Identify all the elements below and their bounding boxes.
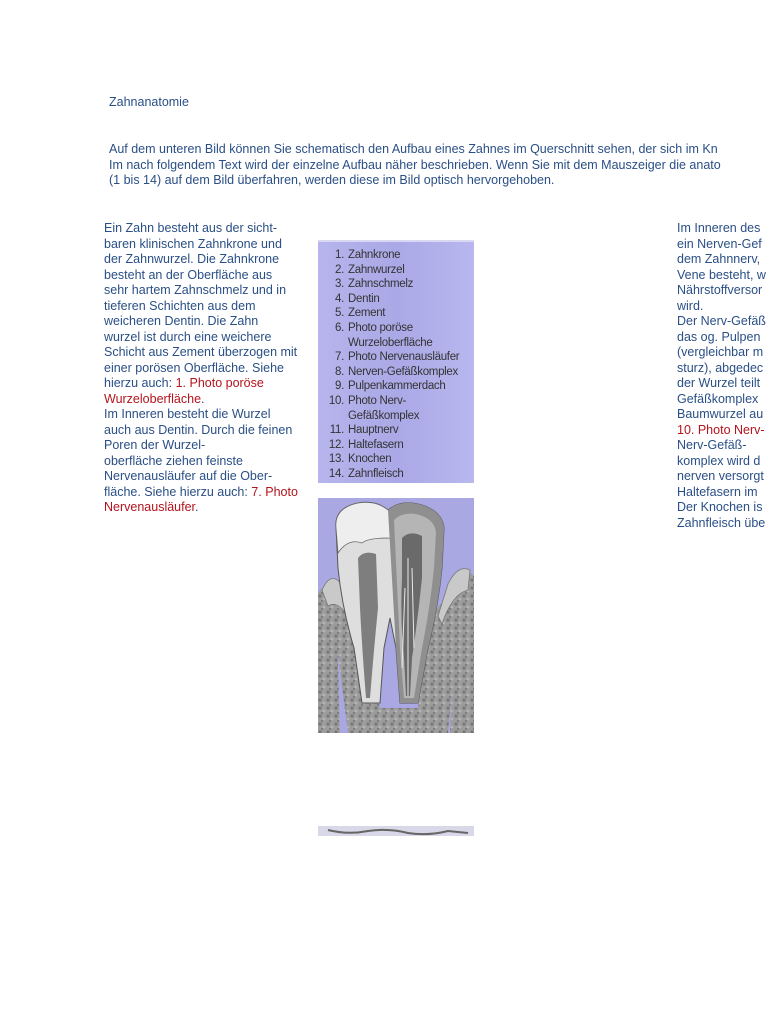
text-line [104, 376, 320, 392]
legend-number: 7. [335, 351, 344, 364]
link-photo-nervenauslaeufer[interactable]: 7. Photo [251, 484, 298, 499]
legend-item[interactable] [318, 263, 474, 278]
link-photo-nerv-gefaesskomplex[interactable]: 10. Photo Nerv- [677, 422, 765, 437]
text-line: der Zahnwurzel. Die Zahnkrone [104, 252, 280, 266]
legend-label: Pulpenkammerdach [348, 380, 446, 393]
legend-item[interactable] [318, 321, 474, 336]
legend-item[interactable] [318, 248, 474, 263]
text-line: Vene besteht, w [677, 267, 766, 282]
text-line: Ein Zahn besteht aus der sicht- [104, 221, 278, 235]
legend-label: Zahnwurzel [348, 263, 405, 276]
text-fragment: fläche. Siehe hierzu auch: [104, 484, 252, 499]
legend-item[interactable] [318, 277, 474, 292]
text-line: Zahnfleisch übe [677, 515, 766, 530]
text-line: weicheren Dentin. Die Zahn [104, 314, 259, 328]
legend-label: Dentin [348, 292, 380, 305]
text-line: Nerv-Gefäß- [677, 438, 747, 452]
tooth-illustration [318, 498, 474, 733]
text-line: komplex wird d [677, 453, 761, 468]
text-line: Haltefasern im [677, 484, 758, 499]
text-line: sturz), abgedec [677, 360, 764, 375]
text-line: oberfläche ziehen feinste [104, 453, 243, 468]
text-line [104, 500, 320, 516]
legend-item[interactable] [318, 306, 474, 321]
legend-label: Zahnfleisch [348, 467, 404, 480]
legend-item[interactable] [318, 394, 474, 409]
legend-item[interactable] [318, 467, 474, 482]
text-line: Baumwurzel au [677, 407, 764, 421]
page-title: Zahnanatomie [109, 95, 189, 109]
legend-label-cont: Wurzeloberfläche [348, 336, 433, 349]
link-photo-poroese[interactable]: 1. Photo poröse [175, 376, 264, 390]
text-line: wird. [677, 298, 704, 313]
legend-number: 1. [335, 249, 344, 261]
legend-label: Zement [348, 307, 386, 320]
legend-label: Haltefasern [348, 438, 404, 451]
legend-number: 11. [329, 424, 344, 437]
text-line: Gefäßkomplex [677, 391, 759, 406]
image-strip-graphic [318, 827, 474, 836]
legend-number: 13. [328, 453, 344, 466]
legend-item[interactable] [318, 350, 474, 365]
legend-label: Photo poröse [348, 321, 413, 334]
text-line: einer porösen Oberfläche. Siehe [104, 360, 284, 375]
text-line: Der Knochen is [677, 500, 763, 514]
left-text-column [104, 221, 320, 516]
legend-label: Hauptnerv [348, 424, 399, 437]
text-line [104, 392, 320, 408]
intro-line: Auf dem unteren Bild können Sie schematisch den Aufbau eines Zahnes im Querschnitt sehen, der sich im Kn [109, 142, 718, 156]
intro-paragraph [109, 142, 768, 189]
image-strip [318, 826, 474, 836]
right-text-column [677, 221, 768, 531]
text-line: tieferen Schichten aus dem [104, 298, 256, 313]
text-line: Nervenausläufer auf die Ober- [104, 469, 273, 483]
text-line: sehr hartem Zahnschmelz und in [104, 283, 287, 297]
text-fragment: . [201, 391, 205, 406]
text-line: Nährstoffversor [677, 283, 763, 297]
legend-item[interactable] [318, 292, 474, 307]
text-line: wurzel ist durch eine weichere [104, 329, 272, 344]
legend-number: 3. [335, 278, 344, 291]
legend-number: 8. [335, 365, 344, 378]
text-line: Im Inneren besteht die Wurzel [104, 407, 271, 421]
text-line: Schicht aus Zement überzogen mit [104, 345, 298, 359]
link-photo-nervenauslaeufer-cont[interactable]: Nervenausläufer [104, 500, 196, 514]
link-photo-poroese-cont[interactable]: Wurzeloberfläche [104, 391, 202, 406]
legend-label: Knochen [348, 453, 392, 466]
text-line: der Wurzel teilt [677, 376, 761, 390]
text-line: auch aus Dentin. Durch die feinen [104, 422, 293, 437]
legend-label: Zahnschmelz [348, 278, 414, 291]
text-line: Poren der Wurzel- [104, 438, 206, 452]
legend-number: 2. [335, 263, 344, 276]
legend-number: 6. [335, 321, 344, 334]
legend-number: 5. [335, 307, 344, 320]
text-line: baren klinischen Zahnkrone und [104, 236, 282, 251]
tooth-legend [318, 240, 474, 483]
tooth-cross-section-image[interactable] [318, 498, 474, 733]
text-line: besteht an der Oberfläche aus [104, 267, 273, 282]
legend-item[interactable] [318, 438, 474, 453]
legend-item[interactable] [318, 423, 474, 438]
legend-label-cont: Gefäßkomplex [348, 409, 420, 422]
text-line [677, 423, 768, 439]
intro-line: Im nach folgendem Text wird der einzelne Aufbau näher beschrieben. Wenn Sie mit dem Mauszeiger die anato [109, 157, 721, 172]
legend-number: 10. [328, 394, 344, 407]
legend-label: Photo Nervenausläufer [348, 351, 460, 364]
text-line: das og. Pulpen [677, 329, 761, 344]
legend-number: 9. [335, 380, 344, 393]
legend-item[interactable] [318, 452, 474, 467]
text-line [104, 485, 320, 501]
text-line: Im Inneren des [677, 221, 761, 235]
text-line: dem Zahnnerv, [677, 252, 761, 266]
intro-line: (1 bis 14) auf dem Bild überfahren, werden diese im Bild optisch hervorgehoben. [109, 173, 555, 187]
legend-label: Photo Nerv- [348, 394, 407, 407]
text-line: (vergleichbar m [677, 345, 764, 359]
legend-label: Zahnkrone [348, 249, 401, 261]
text-fragment: hierzu auch: [104, 376, 176, 390]
legend-number: 4. [335, 292, 344, 305]
legend-label: Nerven-Gefäßkomplex [348, 365, 458, 378]
legend-number: 12. [328, 438, 344, 451]
text-line: Der Nerv-Gefäß [677, 314, 766, 328]
text-line: ein Nerven-Gef [677, 236, 762, 251]
legend-number: 14. [328, 467, 344, 480]
legend-item[interactable] [318, 379, 474, 394]
text-line: nerven versorgt [677, 469, 764, 483]
legend-item[interactable] [318, 365, 474, 380]
text-fragment: . [195, 500, 199, 514]
